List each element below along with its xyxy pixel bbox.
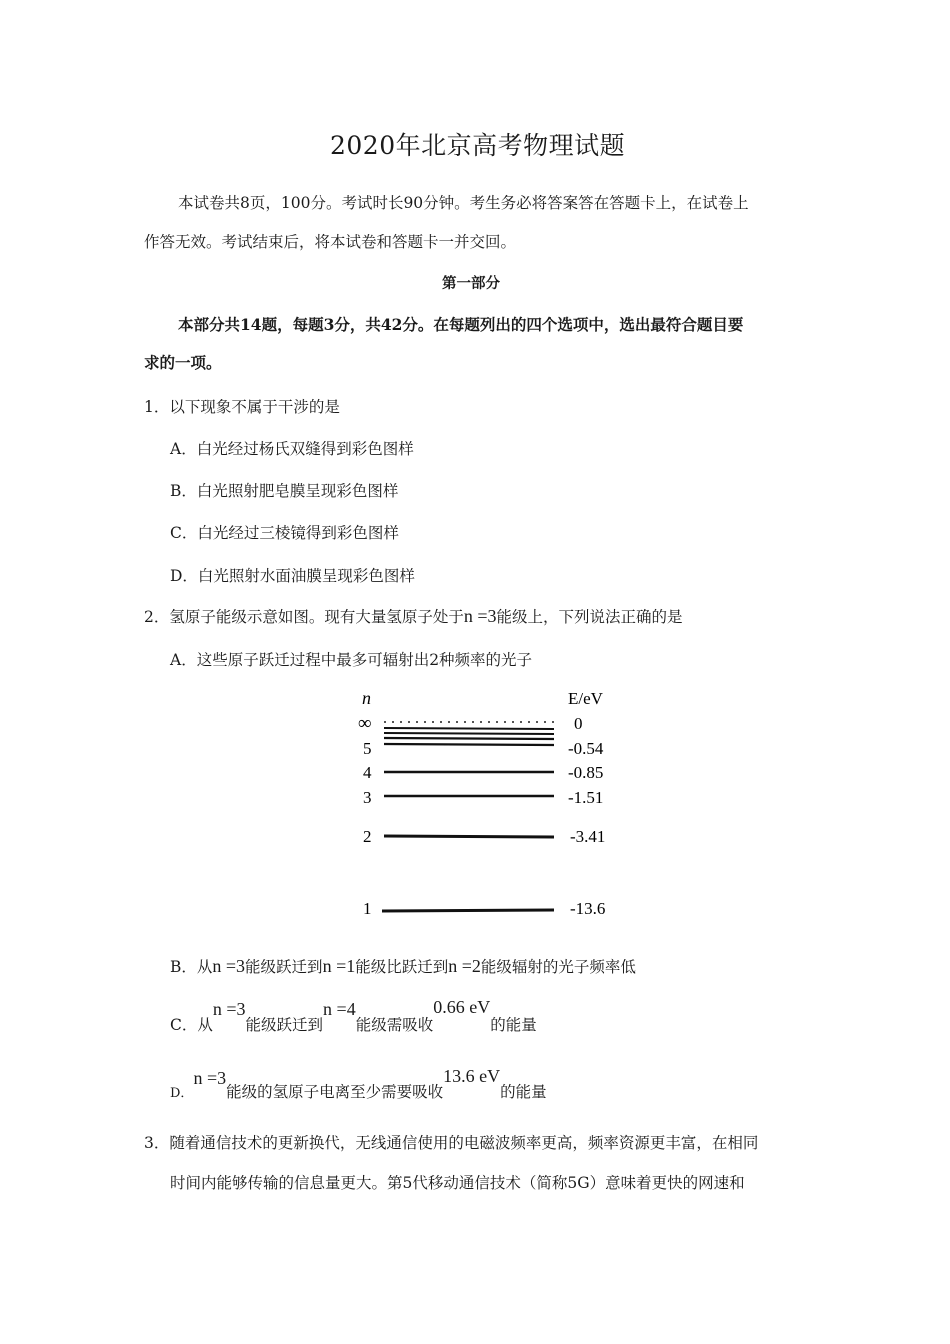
q2-option-d: $_{D.}$n =3能级的氢原子电离至少需要吸收13.6 eV的能量 [170, 1066, 547, 1101]
level-e-2: -3.41 [570, 827, 606, 846]
level-e-4: -0.85 [568, 763, 604, 782]
level-n-inf: ∞ [358, 713, 372, 734]
intro-line-1: 本试卷共8页，100分。考试时长90分钟。考生务必将答案答在答题卡上，在试卷上 [178, 194, 749, 212]
q2-stem-math: n =3 [463, 606, 497, 626]
level-e-inf: 0 [574, 714, 583, 733]
diagram-n-header: n [362, 688, 371, 708]
part-instruction-line-2: 求的一项。 [144, 353, 222, 372]
q3-line-1: 3．随着通信技术的更新换代，无线通信使用的电磁波频率更高，频率资源更丰富，在相同 [144, 1134, 759, 1152]
q3-line-2: 时间内能够传输的信息量更大。第5代移动通信技术（简称5G）意味着更快的网速和 [170, 1174, 745, 1192]
level-e-1: -13.6 [570, 899, 606, 918]
level-n-1: 1 [363, 899, 372, 918]
q2-option-a: A．这些原子跃迁过程中最多可辐射出2种频率的光子 [170, 651, 533, 669]
diagram-e-header: E/eV [568, 689, 603, 708]
level-e-3: -1.51 [568, 788, 604, 807]
level-line-converging-2 [384, 733, 554, 734]
level-n-5: 5 [363, 739, 372, 758]
q2-option-b: B．从n =3能级跃迁到n =1能级比跃迁到n =2能级辐射的光子频率低 [170, 956, 636, 976]
q2-option-c: C．从n =3能级跃迁到n =4能级需吸收0.66 eV的能量 [170, 997, 537, 1034]
level-n-3: 3 [363, 788, 372, 807]
part-heading: 第一部分 [442, 275, 500, 292]
level-line-converging-1 [384, 728, 554, 729]
level-line-5 [384, 744, 554, 745]
level-e-5: -0.54 [568, 739, 604, 758]
q1-option-a: A．白光经过杨氏双缝得到彩色图样 [170, 440, 414, 458]
q1-option-d: D．白光照射水面油膜呈现彩色图样 [170, 567, 415, 585]
level-line-2 [384, 836, 554, 837]
level-line-1 [382, 910, 554, 911]
q2-stem: 2．氢原子能级示意如图。现有大量氢原子处于n =3能级上，下列说法正确的是 [144, 606, 683, 626]
intro-line-2: 作答无效。考试结束后，将本试卷和答题卡一并交回。 [144, 233, 517, 251]
level-n-2: 2 [363, 827, 372, 846]
energy-level-diagram [350, 682, 630, 922]
level-n-4: 4 [363, 763, 372, 782]
q1-option-b: B．白光照射肥皂膜呈现彩色图样 [170, 482, 399, 500]
page-title: 2020年北京高考物理试题 [330, 131, 626, 160]
q1-stem: 1．以下现象不属于干涉的是 [144, 398, 340, 416]
level-line-converging-3 [384, 738, 554, 739]
q1-option-c: C．白光经过三棱镜得到彩色图样 [170, 524, 399, 542]
part-instruction-line-1: 本部分共14题，每题3分，共42分。在每题列出的四个选项中，选出最符合题目要 [178, 315, 744, 334]
